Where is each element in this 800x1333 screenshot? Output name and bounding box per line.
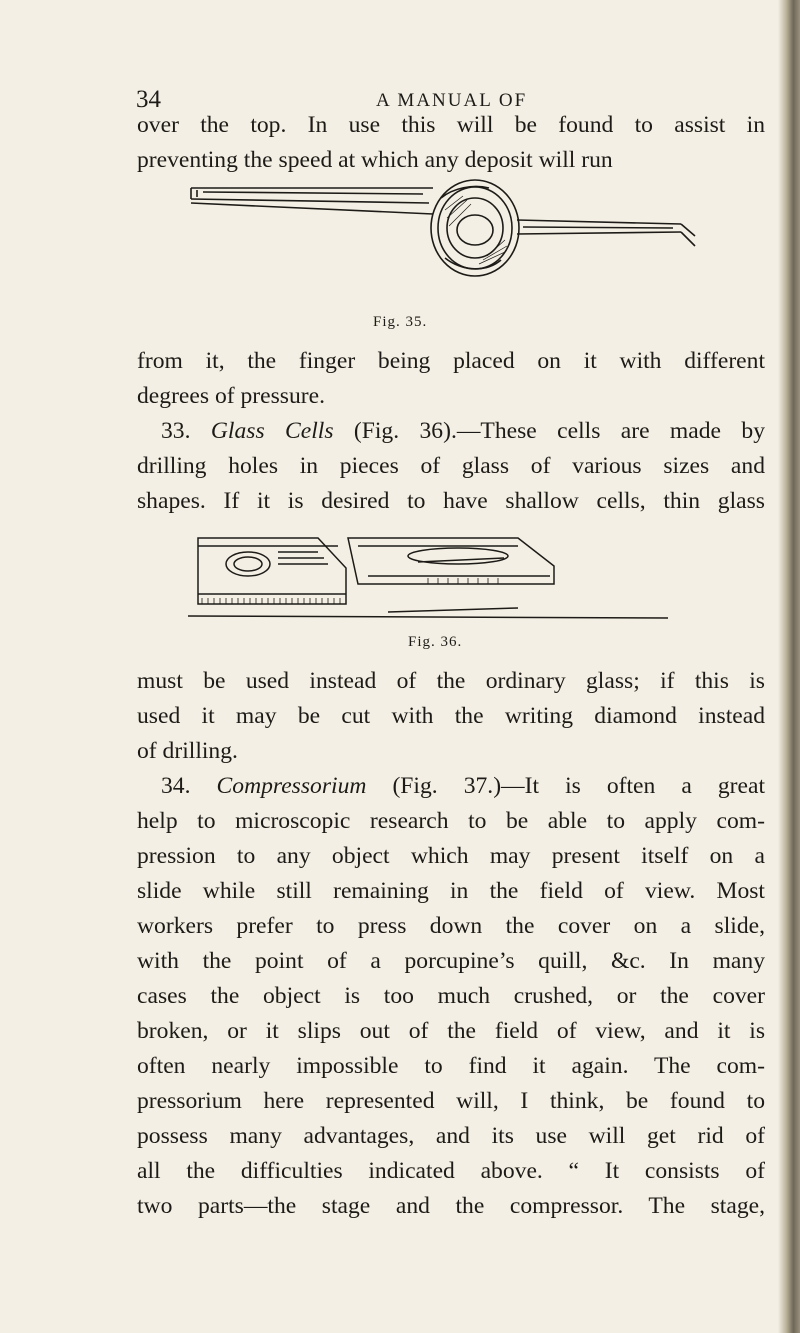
text-line: preventing the speed at which any deposit will run — [137, 147, 613, 173]
page-edge-shadow — [778, 0, 800, 1333]
paragraph-34-first-line — [137, 769, 765, 804]
running-title: A MANUAL OF — [376, 90, 528, 111]
text-block-bottom — [137, 664, 765, 1224]
text-line: shapes. If it is desired to have shallow cells, thin glass — [137, 488, 765, 514]
text-line: pressorium here represented will, I think, be found to — [137, 1088, 765, 1114]
text-line: cases the object is too much crushed, or the cover — [137, 983, 765, 1009]
figure-36-caption: Fig. 36. — [408, 634, 463, 650]
text-line: all the difficulties indicated above. “ It consists of — [137, 1158, 765, 1184]
page-number: 34 — [136, 86, 161, 113]
text-line: over the top. In use this will be found to assist in — [137, 112, 765, 138]
text-line: two parts—the stage and the compressor. The stage, — [137, 1193, 765, 1219]
text-line: from it, the finger being placed on it with different — [137, 348, 765, 374]
text-line: with the point of a porcupine’s quill, &c. In many — [137, 948, 765, 974]
paragraph-heading: Glass Cells — [210, 418, 334, 444]
text-line: (Fig. 37.)—It is often a great — [392, 773, 765, 799]
text-line: must be used instead of the ordinary glass; if this is — [137, 668, 765, 694]
figure-35-caption: Fig. 35. — [373, 314, 428, 330]
text-line: often nearly impossible to find it again. The com- — [137, 1053, 765, 1079]
paragraph-number: 34. — [161, 773, 191, 799]
text-line: pression to any object which may present itself on a — [137, 843, 765, 869]
text-line: help to microscopic research to be able to apply com- — [137, 808, 765, 834]
text-line: possess many advantages, and its use will get rid of — [137, 1123, 765, 1149]
text-line: slide while still remaining in the field of view. Most — [137, 878, 765, 904]
text-line: degrees of pressure. — [137, 383, 326, 409]
paragraph-number: 33. — [161, 418, 191, 444]
text-line: broken, or it slips out of the field of view, and it is — [137, 1018, 765, 1044]
text-block-middle — [137, 344, 765, 519]
text-line: drilling holes in pieces of glass of various sizes and — [137, 453, 765, 479]
figure-35-pipette-illustration — [183, 176, 703, 308]
text-line: workers prefer to press down the cover on a slide, — [137, 913, 765, 939]
paragraph-33-first-line — [137, 414, 765, 449]
figure-36-glass-cells-illustration — [188, 528, 718, 632]
text-line: (Fig. 36).—These cells are made by — [353, 418, 765, 444]
text-line: used it may be cut with the writing diamond instead — [137, 703, 765, 729]
text-line: of drilling. — [137, 738, 238, 764]
text-block-top — [137, 108, 765, 178]
paragraph-heading: Compressorium — [216, 773, 367, 799]
